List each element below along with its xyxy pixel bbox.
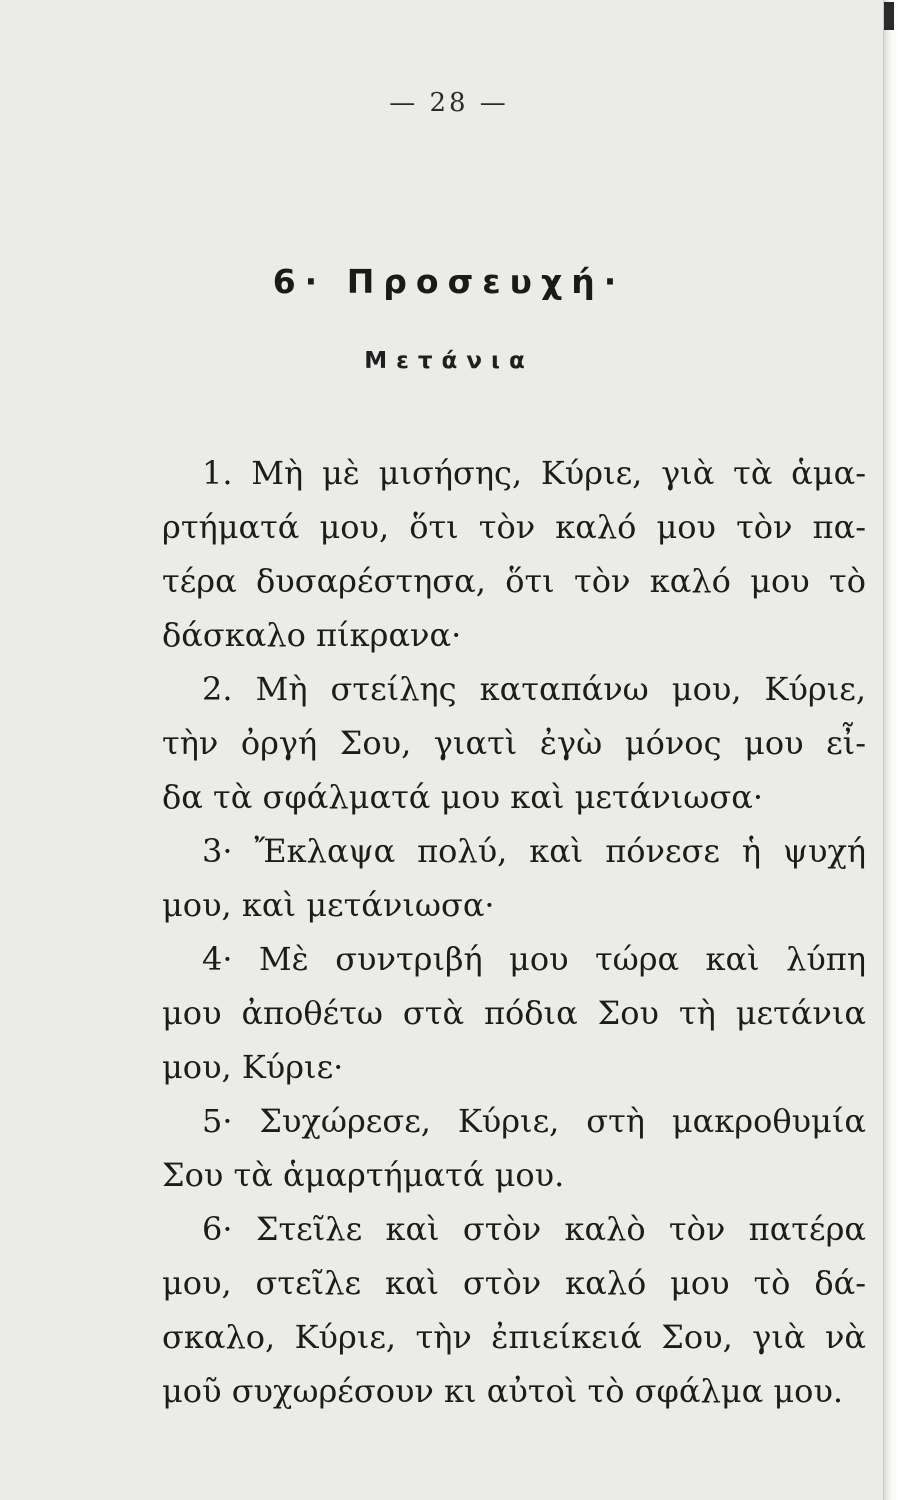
scan-mark (884, 2, 894, 30)
text-line: μοῦ συχωρέσουν κι αὐτοὶ τὸ σφάλμα μου. (162, 1372, 844, 1410)
text-line: σκαλο, Κύριε, τὴν ἐπιείκειά Σου, γιὰ νὰ (162, 1318, 866, 1356)
text-line: 2. Μὴ στείλης καταπάνω μου, Κύριε, (202, 670, 866, 708)
text-line: μου ἀποθέτω στὰ πόδια Σου τὴ μετάνια (162, 994, 866, 1032)
page-edge (883, 0, 898, 1500)
text-line: μου, Κύριε· (162, 1048, 344, 1086)
text-line: δα τὰ σφάλματά μου καὶ μετάνιωσα· (162, 778, 763, 816)
chapter-subtitle: Μετάνια (364, 348, 534, 374)
text-line: 1. Μὴ μὲ μισήσης, Κύριε, γιὰ τὰ ἁμα- (202, 454, 866, 492)
text-line: 4· Μὲ συντριβή μου τώρα καὶ λύπη (202, 940, 866, 978)
body-text (162, 446, 866, 1418)
text-line: 5· Συχώρεσε, Κύριε, στὴ μακροθυμία (202, 1102, 866, 1140)
page-number: — 28 — (389, 88, 509, 118)
text-line: 6· Στεῖλε καὶ στὸν καλὸ τὸν πατέρα (202, 1210, 866, 1248)
text-line: δάσκαλο πίκρανα· (162, 616, 462, 654)
text-line: τὴν ὀργή Σου, γιατὶ ἐγὼ μόνος μου εἶ- (162, 724, 866, 762)
text-line: Σου τὰ ἁμαρτήματά μου. (162, 1156, 565, 1194)
text-line: τέρα δυσαρέστησα, ὅτι τὸν καλό μου τὸ (162, 562, 866, 600)
text-line: μου, καὶ μετάνιωσα· (162, 886, 495, 924)
text-line: ρτήματά μου, ὅτι τὸν καλό μου τὸν πα- (162, 508, 866, 546)
text-line: μου, στεῖλε καὶ στὸν καλό μου τὸ δά- (162, 1264, 866, 1302)
chapter-title: 6· Προσευχή· (272, 262, 626, 301)
text-line: 3· Ἔκλαψα πολύ, καὶ πόνεσε ἡ ψυχή (202, 832, 866, 870)
